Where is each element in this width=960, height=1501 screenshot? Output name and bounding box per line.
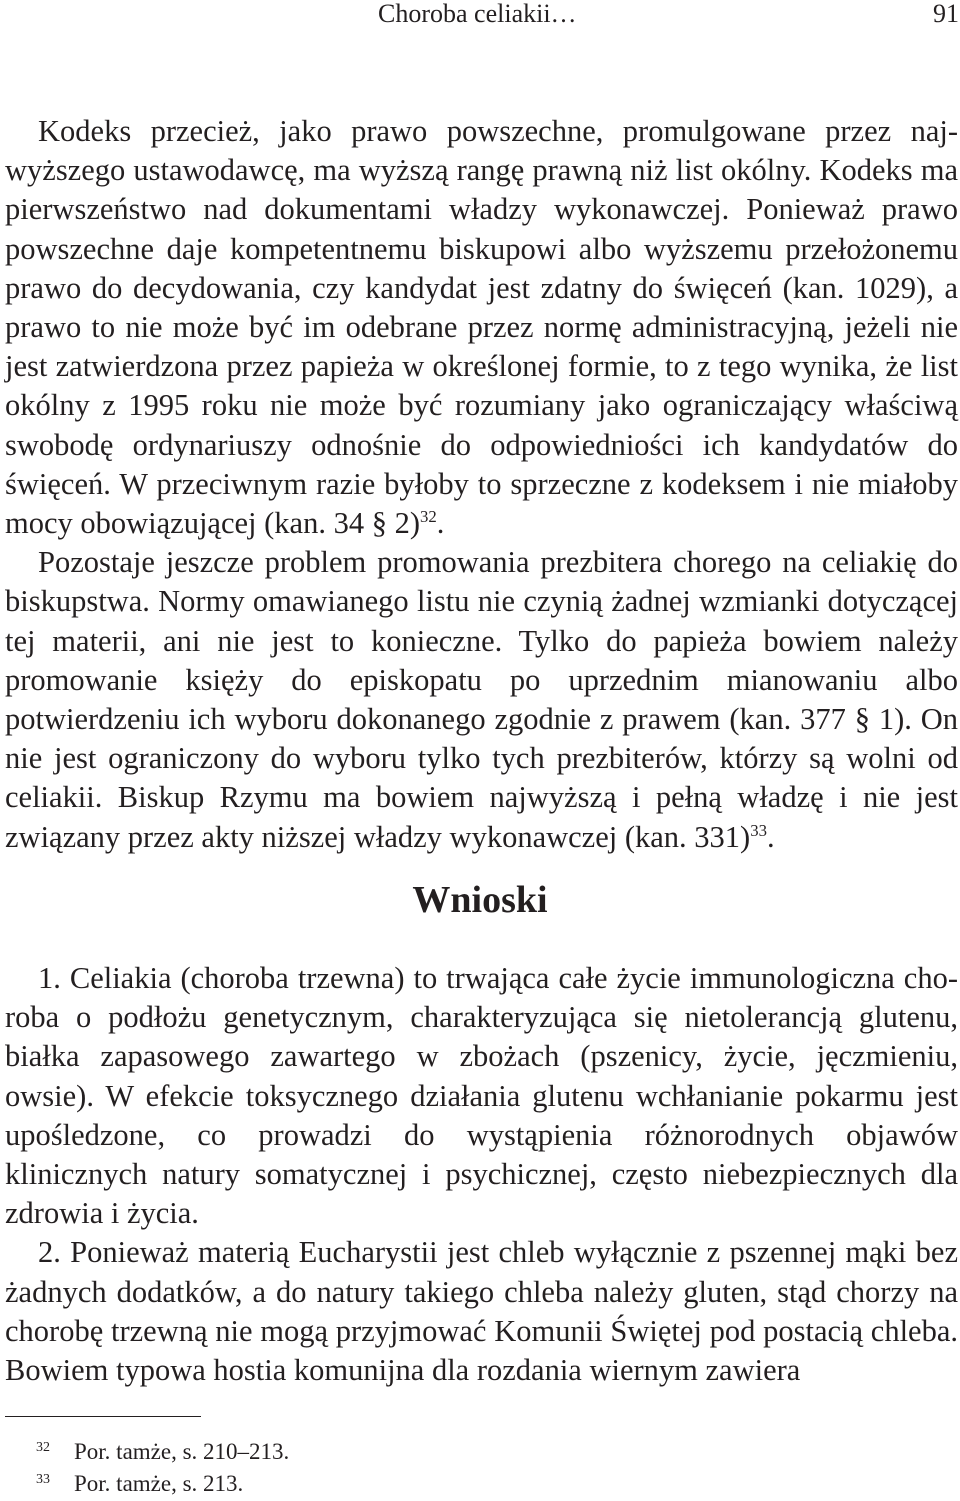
paragraph-text: Kodeks przecież, jako prawo powszechne, promulgowane przez najwyższego ustawodawcę, ma wyższą rangę prawną niż list okólny. Kodeks ma pierwszeństwo nad dokumentami władzy wykonawczej. Ponieważ prawo powszechne daje kompetentnemu biskupowi albo wyższemu przełożonemu prawo do decydowania, czy kandydat jest zdatny do święceń (kan. 1029), a prawo to nie może być im odebrane przez normę administracyjną, jeżeli nie jest zatwierdzona przez papieża w określonej formie, to z tego wynika, że list okólny z 1995 roku nie może być rozumiany jako ograniczający właściwą swobodę ordynariuszy odnośnie do odpowiedniości ich kandydatów do święceń. W przeciwnym razie byłoby to sprzeczne z kodeksem i nie miałoby mocy obowiązującej (kan. 34 § 2) xyxy=(5,114,958,541)
main-text-block xyxy=(5,112,958,857)
conclusions-block xyxy=(5,959,958,1390)
footnote-text: Por. tamże, s. 213. xyxy=(74,1471,244,1496)
conclusion-paragraph: 1. Celiakia (choroba trzewna) to trwająca całe życie immunologiczna choroba o podłożu genetycznym, charakteryzująca się nietolerancją glutenu, białka zapasowego zawartego w zbożach (pszenicy, życie, jęczmieniu, owsie). W efekcie toksycznego działania glutenu wchłanianie pokarmu jest upośledzone, co prowadzi do wystąpienia różnorodnych objawów klinicznych natury somatycznej i psychicznej, często niebezpiecznych dla zdrowia i życia. xyxy=(5,961,958,1231)
footnote xyxy=(5,1436,905,1468)
running-header xyxy=(0,0,960,40)
footnote-reference[interactable]: 32 xyxy=(420,506,437,526)
paragraph-text: Pozostaje jeszcze problem promowania prezbitera chorego na celiakię do biskupstwa. Normy omawianego listu nie czynią żadnej wzmianki dotyczącej tej materii, ani nie jest to konieczne. Tylko do papieża bowiem należy promowanie księży do episkopatu po uprzednim mianowaniu albo potwierdzeniu ich wyboru dokonanego zgodnie z prawem (kan. 377 § 1). On nie jest ograniczony do wyboru tylko tych prezbiterów, którzy są wolni od celiakii. Biskup Rzymu ma bowiem najwyższą i pełną władzę i nie jest związany przez akty niższej władzy wykonawczej (kan. 331) xyxy=(5,545,958,854)
paragraph xyxy=(5,543,958,857)
section-heading: Wnioski xyxy=(412,879,548,921)
paragraph xyxy=(5,112,958,543)
conclusion-paragraph: 2. Ponieważ materią Eucharystii jest chleb wyłącznie z pszennej mąki bez żadnych dodatków, a do natury takiego chleba należy gluten, stąd chorzy na chorobę trzewną nie mogą przyjmować Komunii Świętej pod postacią chleba. Bowiem typowa hostia komunijna dla rozdania wiernym zawiera xyxy=(5,1235,958,1388)
page-number: 91 xyxy=(933,0,959,28)
footnote-reference[interactable]: 33 xyxy=(750,820,767,840)
footnote xyxy=(5,1468,905,1500)
footnote-divider xyxy=(5,1416,201,1417)
running-title: Choroba celiakii… xyxy=(378,0,577,28)
paragraph-end: . xyxy=(436,506,445,541)
footnote-text: Por. tamże, s. 210–213. xyxy=(74,1439,290,1464)
footnotes xyxy=(5,1436,905,1500)
footnote-number: 32 xyxy=(36,1440,50,1455)
footnote-number: 33 xyxy=(36,1472,50,1487)
paragraph-end: . xyxy=(766,819,775,854)
